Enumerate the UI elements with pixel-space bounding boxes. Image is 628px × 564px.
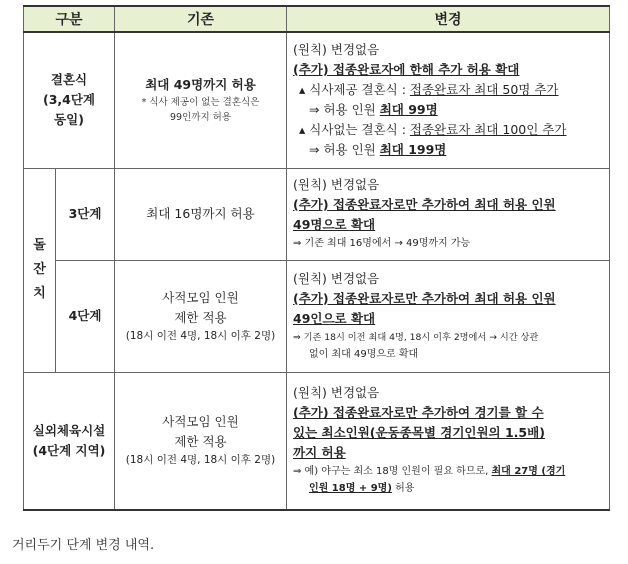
table-row-wedding bbox=[24, 32, 610, 168]
dol-stage3-change bbox=[287, 168, 610, 260]
wedding-label-line3: 동일) bbox=[54, 112, 84, 128]
dol-stage3-note: ⇒ 기존 최대 16명에서 → 49명까지 가능 bbox=[293, 238, 471, 249]
dol-char-3: 치 bbox=[33, 286, 46, 301]
wedding-previous bbox=[115, 32, 287, 168]
wedding-prev-main: 최대 49명까지 허용 bbox=[145, 77, 256, 93]
dol-char-2: 잔 bbox=[33, 262, 46, 277]
wedding-meal-result-label: ⇒ 허용 인원 bbox=[309, 101, 380, 117]
table-row-dol-stage3 bbox=[24, 168, 610, 260]
table-header-row bbox=[24, 6, 610, 32]
dol-stage3-previous bbox=[115, 168, 287, 260]
header-changed: 변경 bbox=[287, 6, 610, 32]
wedding-label-line2: (3,4단계 bbox=[42, 92, 95, 108]
wedding-nomeal-result-value: 최대 199명 bbox=[379, 141, 447, 157]
table-row-outdoor-sports bbox=[24, 372, 610, 510]
dol-stage3-prev-main: 최대 16명까지 허용 bbox=[146, 206, 255, 221]
distancing-change-table bbox=[23, 5, 610, 511]
header-category: 구분 bbox=[24, 6, 115, 32]
wedding-meal-value: 접종완료자 최대 50명 추가 bbox=[409, 81, 559, 97]
dol-stage4-principle: (원칙) 변경없음 bbox=[293, 270, 380, 286]
dol-stage3-addition-cont: 49명으로 확대 bbox=[293, 217, 376, 232]
dol-stage3-principle: (원칙) 변경없음 bbox=[293, 177, 380, 192]
sports-label-line1: 실외체육시설 bbox=[32, 422, 106, 438]
dol-stage3-addition: (추가) 접종완료자로만 추가하여 최대 허용 인원 bbox=[293, 197, 556, 212]
wedding-label-line1: 결혼식 bbox=[50, 72, 88, 88]
dol-stage4-note: ⇒ 기존 18시 이전 최대 4명, 18시 이후 2명에서 → 시간 상관 bbox=[293, 331, 539, 343]
sports-prev-line2: 제한 적용 bbox=[174, 434, 227, 450]
dol-stage4-label: 4단계 bbox=[56, 260, 115, 372]
sports-change bbox=[287, 372, 610, 510]
sports-note-cont bbox=[293, 480, 605, 497]
wedding-meal-result-value: 최대 99명 bbox=[379, 101, 438, 117]
wedding-change-meal bbox=[293, 80, 605, 100]
dol-stage4-note-cont: 없이 최대 49명으로 확대 bbox=[309, 348, 419, 360]
wedding-nomeal-value: 접종완료자 최대 100인 추가 bbox=[409, 121, 567, 137]
sports-prev-line1: 사적모임 인원 bbox=[162, 414, 239, 430]
wedding-nomeal-label: ▴ 식사없는 결혼식 : bbox=[299, 121, 410, 137]
wedding-change-meal-result bbox=[293, 100, 605, 120]
wedding-change-nomeal-result bbox=[293, 140, 605, 160]
sports-note-text: ⇒ 예) 야구는 최소 18명 인원이 필요 하므로, bbox=[293, 466, 492, 478]
wedding-change-nomeal bbox=[293, 120, 605, 140]
dol-stage4-previous bbox=[115, 260, 287, 372]
wedding-nomeal-result-label: ⇒ 허용 인원 bbox=[309, 141, 380, 157]
wedding-change bbox=[287, 32, 610, 168]
distancing-table-container bbox=[23, 5, 609, 511]
wedding-change-addition: (추가) 접종완료자에 한해 추가 허용 확대 bbox=[293, 61, 520, 77]
dol-group-label bbox=[24, 168, 56, 372]
sports-addition-cont2: 까지 허용 bbox=[293, 445, 346, 461]
dol-char-1: 돌 bbox=[33, 238, 46, 253]
dol-stage4-addition: (추가) 접종완료자로만 추가하여 최대 허용 인원 bbox=[293, 290, 556, 306]
wedding-label bbox=[24, 32, 115, 168]
sports-note-allow: 허용 bbox=[391, 483, 415, 495]
header-previous: 기존 bbox=[115, 6, 287, 32]
table-caption: 거리두기 단계 변경 내역. bbox=[12, 538, 155, 553]
dol-stage4-addition-cont: 49인으로 확대 bbox=[293, 310, 376, 326]
sports-principle: (원칙) 변경없음 bbox=[293, 385, 380, 401]
dol-stage3-label: 3단계 bbox=[56, 168, 115, 260]
wedding-change-principle: (원칙) 변경없음 bbox=[293, 41, 380, 57]
sports-note-max: 최대 27명 (경기 bbox=[491, 466, 566, 478]
dol-stage4-prev-line2: 제한 적용 bbox=[174, 309, 227, 325]
sports-previous bbox=[115, 372, 287, 510]
sports-note bbox=[293, 463, 605, 480]
dol-stage4-prev-line3: (18시 이전 4명, 18시 이후 2명) bbox=[125, 329, 276, 342]
wedding-meal-label: ▴ 식사제공 결혼식 : bbox=[299, 81, 410, 97]
sports-prev-line3: (18시 이전 4명, 18시 이후 2명) bbox=[125, 454, 276, 467]
wedding-prev-note1: * 식사 제공이 없는 결혼식은 bbox=[141, 97, 260, 109]
dol-stage4-change bbox=[287, 260, 610, 372]
sports-label bbox=[24, 372, 115, 510]
dol-stage4-prev-line1: 사적모임 인원 bbox=[162, 289, 239, 305]
sports-addition: (추가) 접종완료자로만 추가하여 경기를 할 수 bbox=[293, 405, 544, 421]
table-row-dol-stage4 bbox=[24, 260, 610, 372]
sports-note-max-cont: 인원 18명 + 9명) bbox=[309, 483, 392, 495]
wedding-prev-note2: 99인까지 허용 bbox=[170, 112, 231, 124]
sports-addition-cont1: 있는 최소인원(운동종목별 경기인원의 1.5배) bbox=[293, 425, 545, 441]
sports-label-line2: (4단계 지역) bbox=[32, 442, 106, 458]
